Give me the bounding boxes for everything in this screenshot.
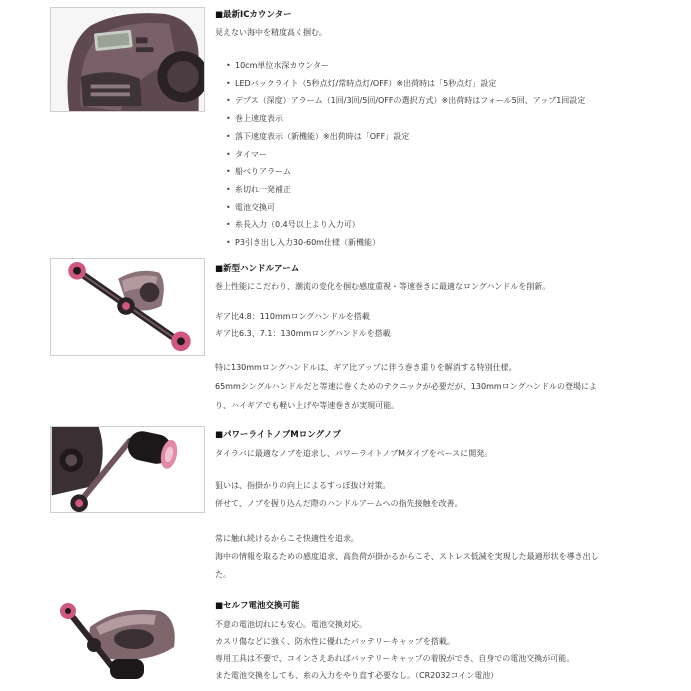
paragraph-line: た。 [215,570,231,579]
paragraph-line: 併せて、ノブを握り込んだ際のハンドルアームへの指先接触を改善。 [215,499,463,508]
feature-item: • 10cm単位水深カウンター [215,57,685,75]
ic-counter-heading: ■最新ICカウンター [215,10,292,20]
paragraph-line: 常に触れ続けるからこそ快適性を追求。 [215,534,359,543]
knob-paragraph-2 [215,530,685,584]
section-ic-counter [215,8,685,252]
section-knob [215,428,685,584]
knob-photo [50,426,205,513]
battery-heading: ■セルフ電池交換可能 [215,601,300,611]
reel-battery-image [50,597,205,687]
feature-item: • 糸長入力（0.4号以上より入力可） [215,216,685,234]
feature-item: • タイマー [215,146,685,164]
ic-counter-intro: 見えない海中を精度高く掴む。 [215,28,327,37]
gear-ratio-line-2: ギア比6.3、7.1：130mmロングハンドルを搭載 [215,329,391,338]
handle-arm-intro: 巻上性能にこだわり、潮流の変化を掴む感度重視・等速巻きに最適なロングハンドルを削新。 [215,282,551,291]
ic-counter-photo [50,7,205,112]
ic-counter-feature-list [215,57,685,252]
battery-line: カスリ傷などに強く、防水性に優れたバッテリーキャップを搭載。 [215,637,455,646]
battery-line: 専用工具は不要で、コインさえあればバッテリーキャップの着脱ができ、自身での電池交換が可能。 [215,654,575,663]
knob-heading: ■パワーライトノブMロングノブ [215,430,341,440]
feature-item: • 船べりアラーム [215,163,685,181]
handle-arm-heading: ■新型ハンドルアーム [215,264,300,274]
paragraph-line: り、ハイギアでも軽い上げや等速巻きが実現可能。 [215,401,400,410]
feature-item: • デプス（深度）アラーム（1回/3回/5回/OFFの選択方式）※出荷時はフォール5回、アップ1回設定 [215,92,685,110]
battery-line: 不意の電池切れにも安心。電池交換対応。 [215,620,367,629]
paragraph-line: 狙いは、指掛かりの向上によるすっぽ抜け対策。 [215,481,391,490]
paragraph-line: 特に130mmロングハンドルは、ギア比アップに伴う巻き重りを解消する特別仕様。 [215,363,517,372]
knob-intro: タイラバに最適なノブを追求し、パワーライトノブMタイプをベースに開発。 [215,449,493,458]
reel-handle-image [51,259,204,355]
feature-item: • 電池交換可 [215,199,685,217]
section-handle-arm [215,262,685,415]
feature-item: • LEDバックライト（5秒点灯/常時点灯/OFF）※出荷時は「5秒点灯」設定 [215,75,685,93]
knob-paragraph-1 [215,477,685,513]
feature-item: • 糸切れ一発補正 [215,181,685,199]
battery-reel-photo [50,597,205,687]
paragraph-line: 海中の情報を取るための感度追求、高負荷が掛かるからこそ、ストレス低減を実現した最適形状を導き出し [215,552,599,561]
feature-item: • P3引き出し入力30-60m仕様（新機能） [215,234,685,252]
feature-item: • 落下速度表示（新機能）※出荷時は「OFF」設定 [215,128,685,146]
gear-ratio-line-1: ギア比4.8：110mmロングハンドルを搭載 [215,312,370,321]
reel-counter-image [51,8,204,111]
handle-arm-photo [50,258,205,356]
battery-line: また電池交換をしても、糸の入力をやり直す必要なし。（CR2032コイン電池） [215,671,499,680]
section-battery [215,599,685,684]
feature-item: • 巻上速度表示 [215,110,685,128]
handle-arm-paragraph [215,358,685,415]
paragraph-line: 65mmシングルハンドルだと等速に巻くためのテクニックが必要だが、130mmロングハンドルの登場によ [215,382,598,391]
reel-knob-image [51,427,204,512]
